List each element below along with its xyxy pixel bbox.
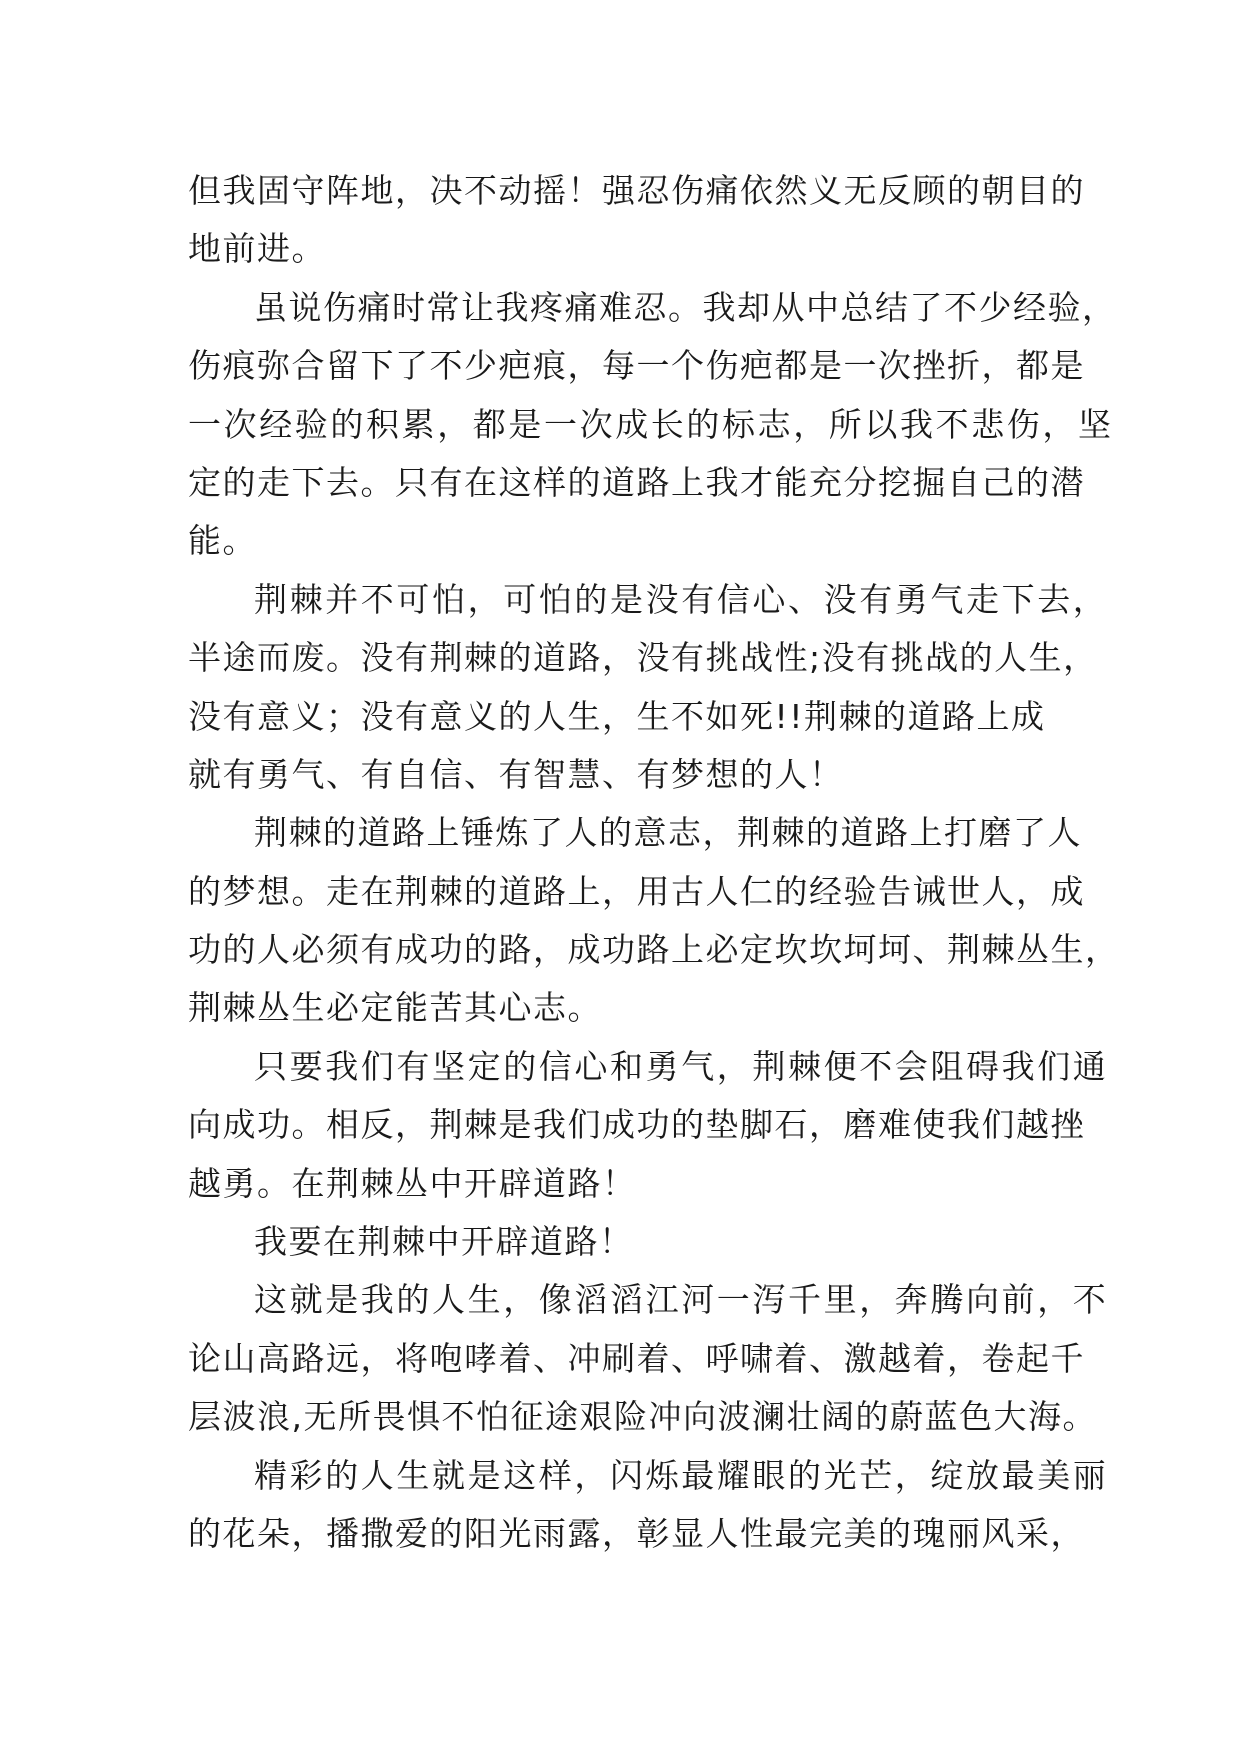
text-line: 荆棘丛生必定能苦其心志。: [188, 988, 602, 1028]
text-line: 一次经验的积累，都是一次成长的标志，所以我不悲伤，坚: [188, 404, 1114, 444]
text-line: 地前进。: [188, 229, 326, 269]
text-line: 论山高路远，将咆哮着、冲刷着、呼啸着、激越着，卷起千: [188, 1338, 1085, 1378]
text-line: 只要我们有坚定的信心和勇气，荆棘便不会阻碍我们通: [254, 1046, 1109, 1086]
body-text: [188, 162, 1120, 1563]
text-line: 就有勇气、有自信、有智慧、有梦想的人！: [188, 754, 844, 794]
text-line: 能。: [188, 521, 257, 561]
text-line: 伤痕弥合留下了不少疤痕，每一个伤疤都是一次挫折，都是: [188, 346, 1085, 386]
text-line: 我要在荆棘中开辟道路！: [254, 1222, 634, 1262]
text-line: 的花朵，播撒爱的阳光雨露，彰显人性最完美的瑰丽风采，: [188, 1513, 1085, 1553]
text-line: 向成功。相反，荆棘是我们成功的垫脚石，磨难使我们越挫: [188, 1105, 1085, 1145]
text-line: 荆棘的道路上锤炼了人的意志，荆棘的道路上打磨了人: [254, 813, 1082, 853]
text-line: 精彩的人生就是这样，闪烁最耀眼的光芒，绽放最美丽: [254, 1455, 1109, 1495]
text-line: 虽说伤痛时常让我疼痛难忍。我却从中总结了不少经验，: [254, 287, 1117, 327]
text-line: 的梦想。走在荆棘的道路上，用古人仁的经验告诫世人，成: [188, 871, 1085, 911]
text-line: 但我固守阵地，决不动摇！强忍伤痛依然义无反顾的朝目的: [188, 171, 1085, 210]
text-line: 定的走下去。只有在这样的道路上我才能充分挖掘自己的潜: [188, 462, 1085, 502]
text-line: 没有意义；没有意义的人生，生不如死!!荆棘的道路上成: [188, 696, 1046, 736]
text-line: 功的人必须有成功的路，成功路上必定坎坎坷坷、荆棘丛生，: [188, 930, 1120, 970]
text-line: 荆棘并不可怕，可怕的是没有信心、没有勇气走下去，: [254, 579, 1109, 619]
text-line: 层波浪,无所畏惧不怕征途艰险冲向波澜壮阔的蔚蓝色大海。: [188, 1397, 1097, 1437]
text-line: 越勇。在荆棘丛中开辟道路！: [188, 1163, 637, 1203]
text-line: 半途而废。没有荆棘的道路，没有挑战性;没有挑战的人生，: [188, 638, 1098, 678]
text-line: 这就是我的人生，像滔滔江河一泻千里，奔腾向前，不: [254, 1280, 1109, 1320]
